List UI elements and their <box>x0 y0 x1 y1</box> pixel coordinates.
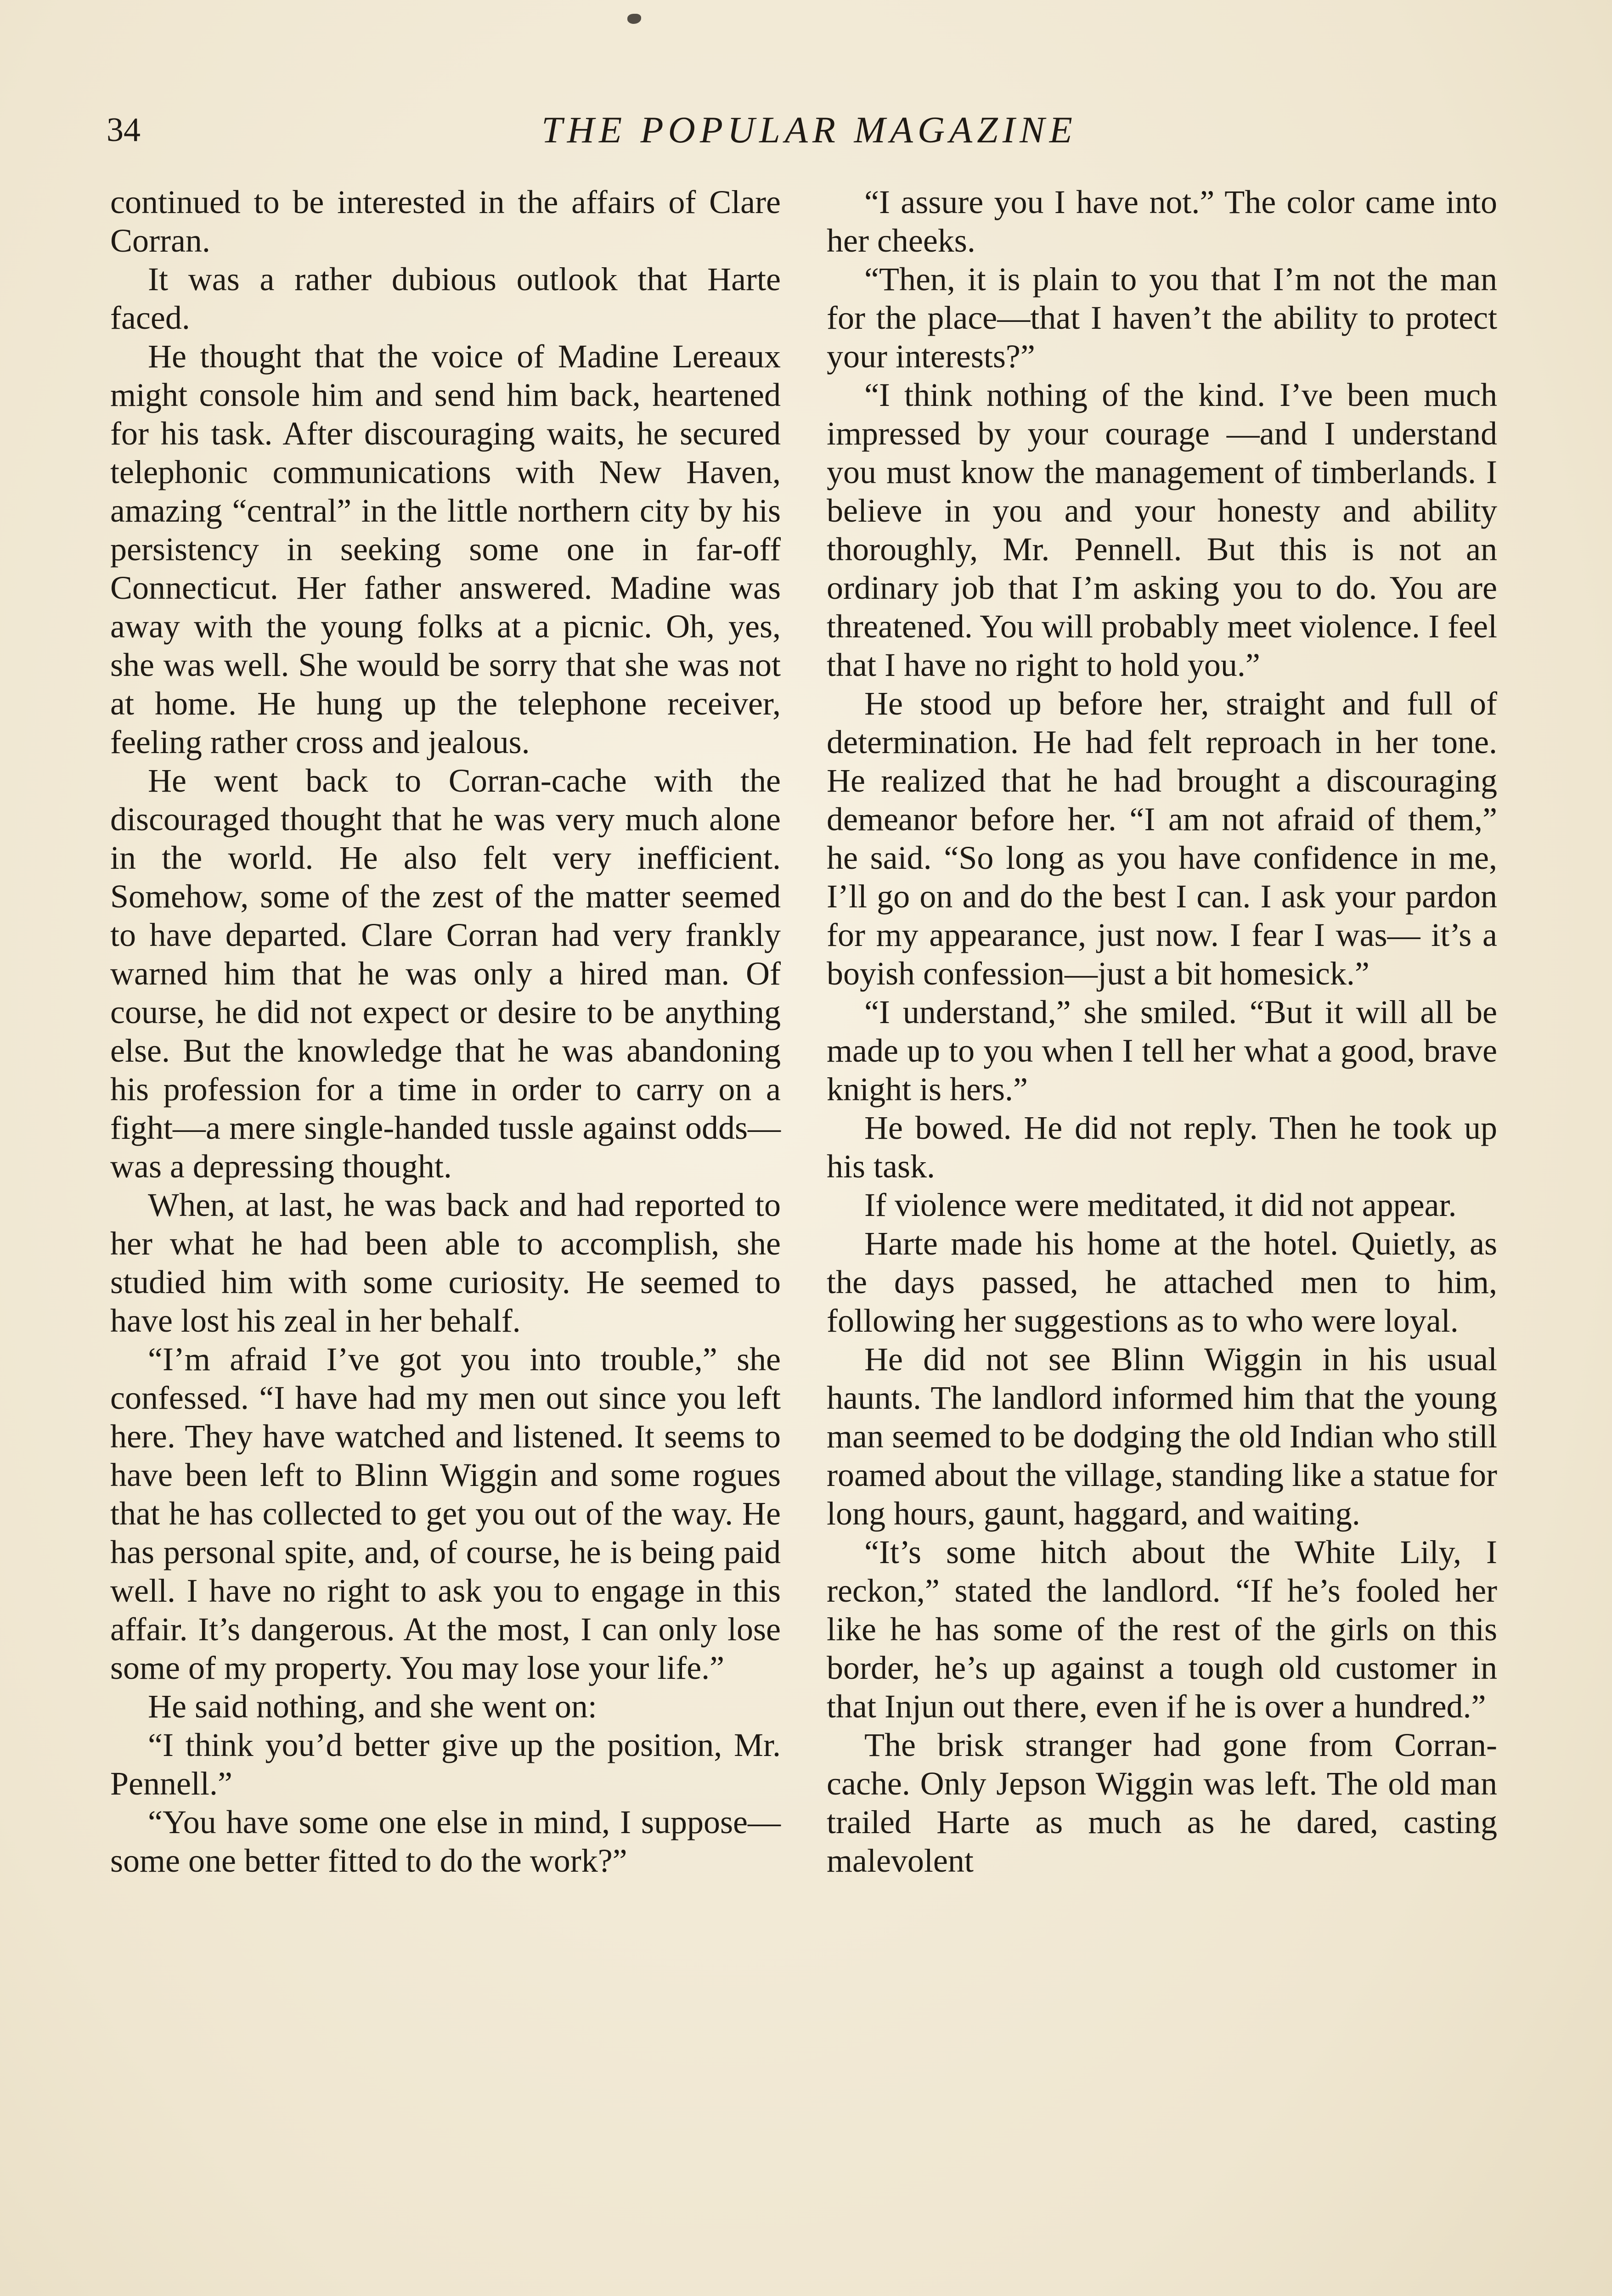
paragraph: “You have some one else in mind, I suppose—some one better fitted to do the work?” <box>110 1804 781 1879</box>
paragraph: When, at last, he was back and had reported to her what he had been able to accomplish, she studied him with some curiosity. He seemed to have lost his zeal in her behalf. <box>110 1187 781 1339</box>
left-column <box>110 183 781 1880</box>
paragraph: It was a rather dubious outlook that Harte faced. <box>110 261 781 336</box>
paragraph: “I assure you I have not.” The color came into her cheeks. <box>827 184 1497 259</box>
paragraph: “I think nothing of the kind. I’ve been much impressed by your courage —and I understand you must know the management of timberlands. I believe in you and your honesty and ability thoroughly, Mr. Pennell. But this is not an ordinary job that I’m asking you to do. You are threatened. You will probably meet violence. I feel that I have no right to hold you.” <box>827 377 1497 683</box>
paragraph: He stood up before her, straight and full of determination. He had felt reproach in her tone. He realized that he had brought a discouraging demeanor before her. “I am not afraid of them,” he said. “So long as you have confidence in me, I’ll go on and do the best I can. I ask your pardon for my appearance, just now. I fear I was— it’s a boyish confession—just a bit homesick.” <box>827 685 1497 992</box>
paragraph: “Then, it is plain to you that I’m not the man for the place—that I haven’t the ability to protect your interests?” <box>827 261 1497 375</box>
paragraph: He thought that the voice of Madine Lereaux might console him and send him back, heartened for his task. After discouraging waits, he secured telephonic communications with New Haven, amazing “central” in the little northern city by his persistency in seeking some one in far-off Connecticut. Her father answered. Madine was away with the young folks at a picnic. Oh, yes, she was well. She would be sorry that she was not at home. He hung up the telephone receiver, feeling rather cross and jealous. <box>110 338 781 760</box>
paragraph: continued to be interested in the affairs of Clare Corran. <box>110 184 781 259</box>
running-head: THE POPULAR MAGAZINE <box>541 109 1077 151</box>
page-number: 34 <box>107 111 141 149</box>
right-column <box>827 183 1497 1880</box>
paragraph: Harte made his home at the hotel. Quietly, as the days passed, he attached men to him, following her suggestions as to who were loyal. <box>827 1225 1497 1339</box>
paragraph: “I understand,” she smiled. “But it will all be made up to you when I tell her what a good, brave knight is hers.” <box>827 994 1497 1108</box>
paragraph: He went back to Corran-cache with the discouraged thought that he was very much alone in the world. He also felt very inefficient. Somehow, some of the zest of the matter seemed to have departed. Clare Corran had very frankly warned him that he was only a hired man. Of course, he did not expect or desire to be anything else. But the knowledge that he was abandoning his profession for a time in order to carry on a fight—a mere single-handed tussle against odds—was a depressing thought. <box>110 762 781 1185</box>
paragraph: If violence were meditated, it did not appear. <box>864 1187 1457 1223</box>
ink-smudge <box>627 14 641 24</box>
paragraph: “It’s some hitch about the White Lily, I reckon,” stated the landlord. “If he’s fooled her like he has some of the rest of the girls on this border, he’s up against a tough old customer in that Injun out there, even if he is over a hundred.” <box>827 1534 1497 1725</box>
paragraph: “I think you’d better give up the position, Mr. Pennell.” <box>110 1727 781 1802</box>
paragraph: He bowed. He did not reply. Then he took up his task. <box>827 1109 1497 1185</box>
paragraph: “I’m afraid I’ve got you into trouble,” she confessed. “I have had my men out since you left here. They have watched and listened. It seems to have been left to Blinn Wiggin and some rogues that he has collected to get you out of the way. He has personal spite, and, of course, he is being paid well. I have no right to ask you to engage in this affair. It’s dangerous. At the most, I can only lose some of my property. You may lose your life.” <box>110 1341 781 1686</box>
paragraph: He did not see Blinn Wiggin in his usual haunts. The landlord informed him that the young man seemed to be dodging the old Indian who still roamed about the village, standing like a statue for long hours, gaunt, haggard, and waiting. <box>827 1341 1497 1532</box>
paragraph: He said nothing, and she went on: <box>148 1688 597 1725</box>
paragraph: The brisk stranger had gone from Corran-cache. Only Jepson Wiggin was left. The old man trailed Harte as much as he dared, casting malevolent <box>827 1727 1497 1879</box>
page-header <box>107 105 1512 155</box>
